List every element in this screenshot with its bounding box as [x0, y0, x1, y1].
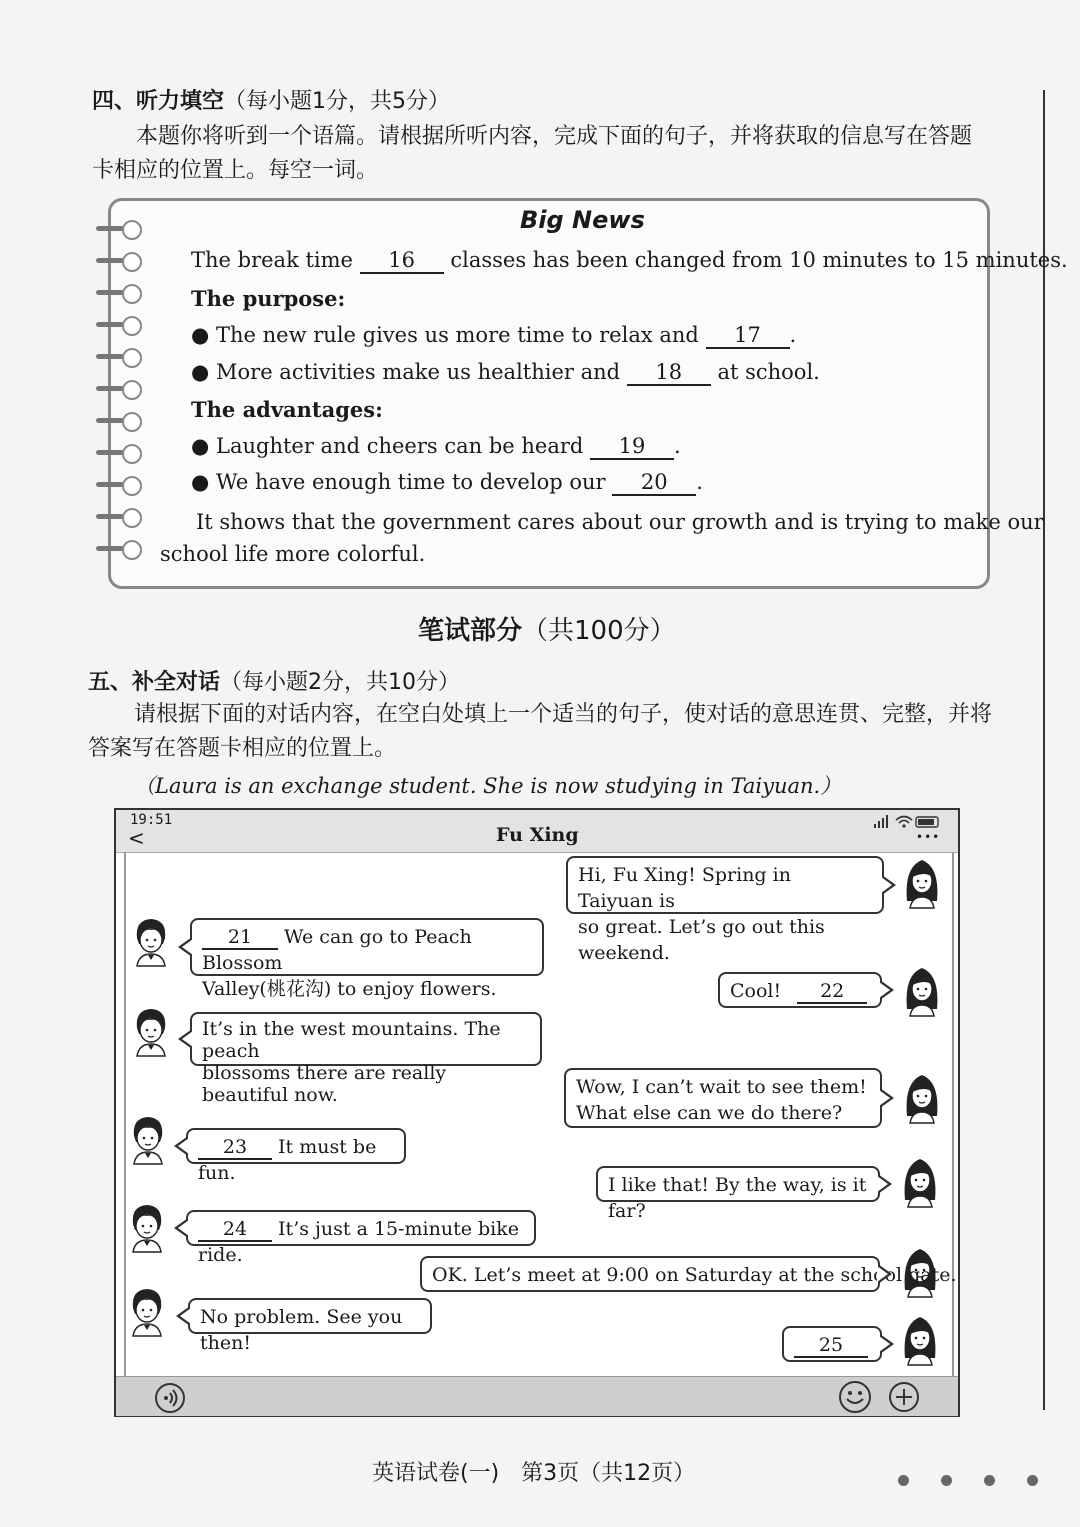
- written-part-heading: [418, 610, 676, 647]
- section4-title: 四、听力填空: [92, 89, 225, 114]
- advantages-heading: The advantages:: [191, 397, 383, 422]
- message-text: Cool!: [730, 980, 782, 1002]
- bullet-icon: ●: [191, 470, 210, 494]
- emoji-icon[interactable]: [838, 1380, 872, 1414]
- add-icon[interactable]: [888, 1381, 920, 1413]
- message-text: Valley(桃花沟) to enjoy flowers.: [202, 978, 497, 1000]
- message-text: What else can we do there?: [576, 1102, 843, 1124]
- section5-instruction-2: 答案写在答题卡相应的位置上。: [88, 736, 397, 761]
- message-text: Wow, I can’t wait to see them!: [576, 1076, 867, 1098]
- notebook-ring: [96, 540, 142, 556]
- fuxing-avatar: [127, 1202, 167, 1254]
- message-text: blossoms there are really beautiful now.: [202, 1062, 447, 1106]
- notebook-ring: [96, 444, 142, 460]
- blank-17: 17: [706, 323, 790, 349]
- blank-20: 20: [612, 470, 696, 496]
- notebook-ring: [96, 412, 142, 428]
- notebook-ring: [96, 476, 142, 492]
- message-text: No problem. See you then!: [200, 1306, 403, 1354]
- page-footer: 英语试卷(一) 第3页（共12页）: [372, 1461, 696, 1486]
- notebook-ring: [96, 252, 142, 268]
- bullet-19: [191, 434, 681, 460]
- bullet-icon: ●: [191, 360, 210, 384]
- section5-points: （每小题2分，共10分）: [220, 670, 461, 695]
- chat-message-fuxing: [190, 918, 544, 1000]
- chat-message-fuxing: [186, 1210, 536, 1266]
- laura-avatar: [902, 1072, 942, 1124]
- written-points: （共100分）: [522, 616, 676, 646]
- bullet4-text: We have enough time to develop our: [216, 470, 606, 494]
- bullet1-text: The new rule gives us more time to relax and: [216, 323, 699, 347]
- blank-22: 22: [797, 980, 867, 1004]
- written-title: 笔试部分: [418, 616, 523, 646]
- bullet2-post: at school.: [717, 360, 820, 384]
- message-text: OK. Let’s meet at 9:00 on Saturday at the school gate.: [432, 1264, 957, 1286]
- chat-message-laura: [566, 856, 884, 964]
- message-text: I like that! By the way, is it far?: [608, 1174, 867, 1222]
- line1-text: The break time: [191, 248, 353, 272]
- purpose-heading: The purpose:: [191, 286, 346, 311]
- blank-16: 16: [360, 248, 444, 274]
- chat-message-laura: [718, 972, 882, 1008]
- closing-line-2: school life more colorful.: [160, 542, 426, 566]
- notebook-title: Big News: [520, 206, 645, 234]
- dialogue-context: （Laura is an exchange student. She is now studying in Taiyuan.）: [134, 774, 842, 798]
- contact-name: Fu Xing: [496, 824, 579, 846]
- notebook-line-1: [191, 248, 1068, 274]
- blank-21: 21: [202, 926, 278, 950]
- bullet-20: [191, 470, 703, 496]
- message-text: It’s in the west mountains. The peach: [202, 1018, 501, 1062]
- section4-instruction-1: 本题你将听到一个语篇。请根据所听内容，完成下面的句子，并将获取的信息写在答题: [136, 124, 973, 149]
- bullet-18: [191, 360, 820, 386]
- laura-avatar: [900, 1314, 940, 1366]
- status-time: 19:51: [130, 812, 173, 828]
- page-dot: [984, 1475, 995, 1486]
- blank-25: 25: [794, 1334, 868, 1358]
- input-bar: [116, 1376, 958, 1416]
- blank-18: 18: [627, 360, 711, 386]
- notebook-ring: [96, 508, 142, 524]
- more-menu-icon[interactable]: •••: [916, 830, 941, 844]
- laura-avatar: [900, 1156, 940, 1208]
- section4-instruction-2: 卡相应的位置上。每空一词。: [92, 158, 379, 183]
- blank-23: 23: [198, 1136, 272, 1160]
- message-text: so great. Let’s go out this weekend.: [578, 916, 825, 964]
- chat-message-laura: [782, 1326, 882, 1362]
- signal-wifi-battery-icon: [872, 814, 942, 830]
- page-dot: [898, 1475, 909, 1486]
- page-dot: [941, 1475, 952, 1486]
- message-text: It must be fun.: [198, 1136, 377, 1184]
- fuxing-avatar: [127, 1286, 167, 1338]
- message-text: It’s just a 15-minute bike ride.: [198, 1218, 520, 1266]
- message-text: We can go to Peach Blossom: [202, 926, 472, 974]
- message-text: Hi, Fu Xing! Spring in Taiyuan is: [578, 864, 791, 912]
- section5-heading: [88, 665, 460, 696]
- laura-avatar: [902, 857, 942, 909]
- margin-line: [1043, 90, 1045, 1410]
- chat-message-laura: [596, 1166, 880, 1222]
- bullet3-text: Laughter and cheers can be heard: [216, 434, 584, 458]
- section5-title: 五、补全对话: [88, 670, 221, 695]
- fuxing-avatar: [131, 1006, 171, 1058]
- notebook-ring: [96, 348, 142, 364]
- blank-19: 19: [590, 434, 674, 460]
- section4-points: （每小题1分，共5分）: [224, 89, 451, 114]
- page-dot: [1027, 1475, 1038, 1486]
- notebook-ring: [96, 220, 142, 236]
- bullet1-post: .: [789, 323, 797, 347]
- closing-line-1: It shows that the government cares about our growth and is trying to make our: [196, 510, 1044, 534]
- notebook-ring: [96, 380, 142, 396]
- laura-avatar: [902, 965, 942, 1017]
- chat-message-laura: [564, 1068, 882, 1128]
- status-bar: [116, 810, 958, 853]
- chat-message-fuxing: [190, 1012, 542, 1106]
- fuxing-avatar: [128, 1114, 168, 1166]
- bullet-17: [191, 323, 796, 349]
- back-arrow-icon[interactable]: <: [128, 826, 145, 850]
- blank-24: 24: [198, 1218, 272, 1242]
- notebook-ring: [96, 284, 142, 300]
- chat-message-laura: [420, 1256, 957, 1292]
- bullet2-text: More activities make us healthier and: [216, 360, 621, 384]
- bullet3-post: .: [674, 434, 681, 458]
- bullet-icon: ●: [191, 434, 210, 458]
- chat-message-fuxing: [188, 1298, 432, 1354]
- notebook-ring: [96, 316, 142, 332]
- bullet-icon: ●: [191, 323, 210, 347]
- voice-icon[interactable]: [154, 1382, 186, 1414]
- bullet4-post: .: [696, 470, 703, 494]
- chat-message-fuxing: [186, 1128, 406, 1184]
- line1-post: classes has been changed from 10 minutes to 15 minutes.: [450, 248, 1068, 272]
- section5-instruction-1: 请根据下面的对话内容，在空白处填上一个适当的句子，使对话的意思连贯、完整，并将: [134, 702, 993, 727]
- fuxing-avatar: [131, 916, 171, 968]
- section4-heading: [92, 84, 450, 115]
